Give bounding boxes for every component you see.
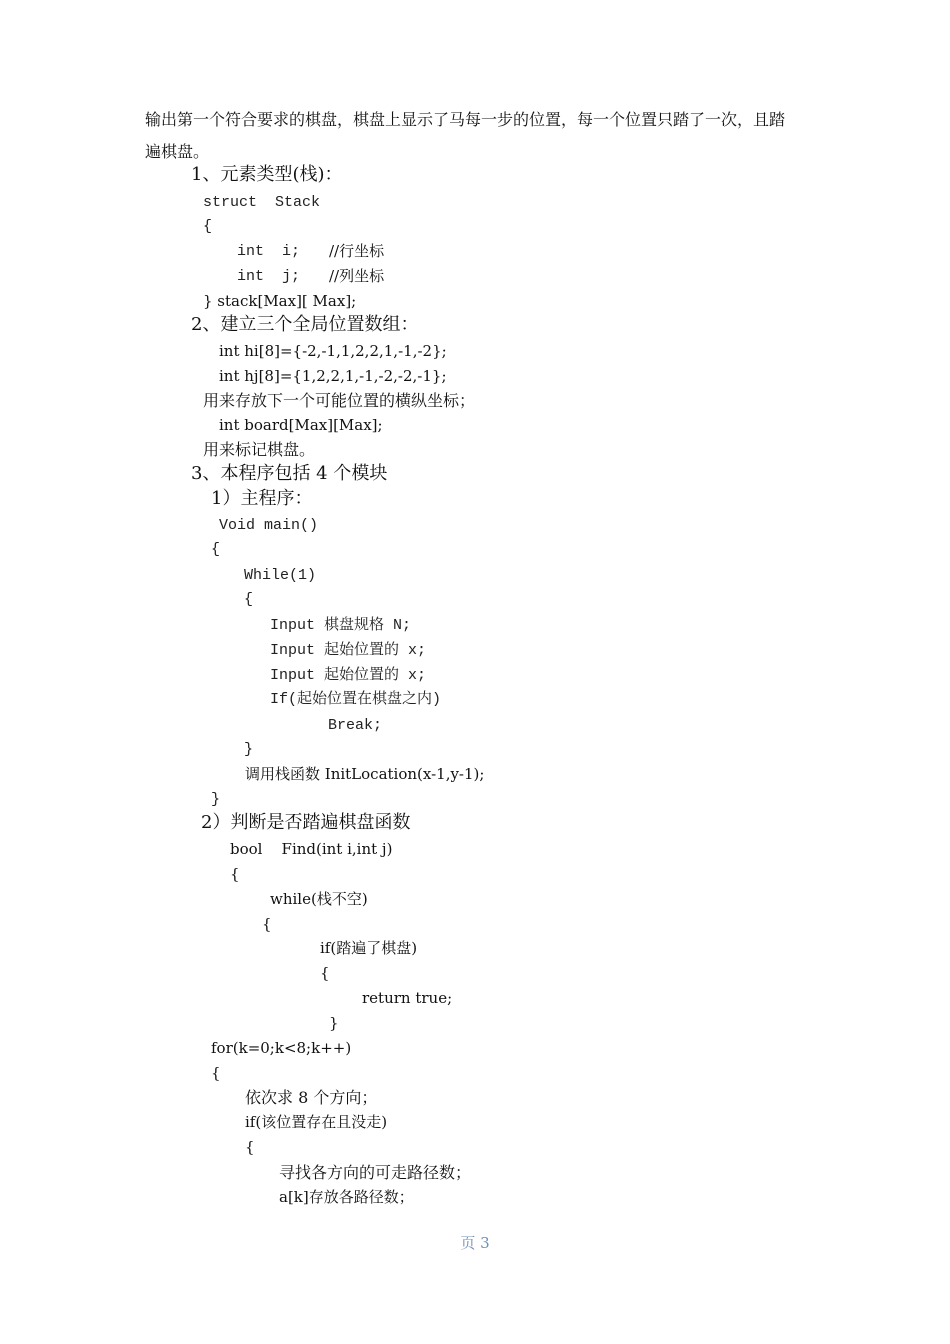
code-while-stack-brace-open: { bbox=[262, 915, 272, 933]
code-input-x-1: Input 起始位置的 x; bbox=[270, 642, 427, 659]
code-for-brace-open: { bbox=[211, 1064, 221, 1082]
code-while-brace-close: } bbox=[244, 741, 254, 758]
code-hj-array: int hj[8]={1,2,2,1,-1,-2,-2,-1}; bbox=[219, 367, 447, 385]
code-input-size: Input 棋盘规格 N; bbox=[270, 617, 412, 634]
code-find-signature: bool Find(int i,int j) bbox=[230, 840, 393, 858]
code-find-brace-open: { bbox=[230, 865, 240, 883]
code-while-stack: while(栈不空) bbox=[270, 890, 368, 908]
section-1-heading: 1、元素类型(栈)： bbox=[191, 164, 343, 185]
code-if-position: if(该位置存在且没走) bbox=[245, 1113, 388, 1131]
code-comment-row: //行坐标 bbox=[329, 242, 385, 260]
code-comment-col: //列坐标 bbox=[329, 267, 385, 285]
section-2-heading: 2、建立三个全局位置数组： bbox=[191, 314, 419, 335]
note-coordinates: 用来存放下一个可能位置的横纵坐标； bbox=[203, 391, 476, 410]
code-for-loop: for(k=0;k<8;k++) bbox=[211, 1039, 352, 1057]
code-init-location: 调用栈函数 InitLocation(x-1,y-1); bbox=[245, 765, 485, 783]
code-while-brace-open: { bbox=[244, 591, 254, 608]
code-hi-array: int hi[8]={-2,-1,1,2,2,1,-1,-2}; bbox=[219, 342, 447, 360]
code-find-paths: 寻找各方向的可走路径数； bbox=[279, 1163, 472, 1182]
intro-line-2: 遍棋盘。 bbox=[145, 142, 210, 161]
code-main-signature: Void main() bbox=[219, 517, 319, 534]
note-board: 用来标记棋盘。 bbox=[203, 440, 316, 459]
code-break: Break; bbox=[328, 717, 383, 734]
code-while-loop: While(1) bbox=[244, 567, 317, 584]
code-int-j: int j; bbox=[237, 268, 301, 285]
code-store-paths: a[k]存放各路径数； bbox=[279, 1188, 414, 1206]
code-input-x-2: Input 起始位置的 x; bbox=[270, 667, 427, 684]
code-eight-directions: 依次求 8 个方向； bbox=[245, 1088, 378, 1107]
section-3-heading: 3、本程序包括 4 个模块 bbox=[191, 463, 388, 484]
code-if-position-brace-open: { bbox=[245, 1138, 255, 1156]
code-int-i: int i; bbox=[237, 243, 301, 260]
code-main-brace-close: } bbox=[211, 791, 221, 808]
code-board-array: int board[Max][Max]; bbox=[219, 416, 383, 434]
code-if-covered: if(踏遍了棋盘) bbox=[320, 939, 418, 957]
module-2-heading: 2）判断是否踏遍棋盘函数 bbox=[201, 812, 411, 833]
code-brace-open: { bbox=[203, 218, 213, 235]
code-struct-end: } stack[Max][ Max]; bbox=[203, 292, 357, 310]
code-if-brace-open: { bbox=[320, 964, 330, 982]
code-return-true: return true; bbox=[362, 989, 453, 1007]
code-if-in-board: If(起始位置在棋盘之内) bbox=[270, 691, 442, 708]
code-if-brace-close: } bbox=[329, 1014, 339, 1032]
page-number: 页 3 bbox=[460, 1234, 490, 1252]
module-1-heading: 1）主程序： bbox=[211, 488, 313, 509]
intro-line-1: 输出第一个符合要求的棋盘，棋盘上显示了马每一步的位置，每一个位置只踏了一次，且踏 bbox=[145, 110, 786, 129]
code-struct-line: struct Stack bbox=[203, 194, 321, 211]
code-main-brace-open: { bbox=[211, 541, 221, 558]
